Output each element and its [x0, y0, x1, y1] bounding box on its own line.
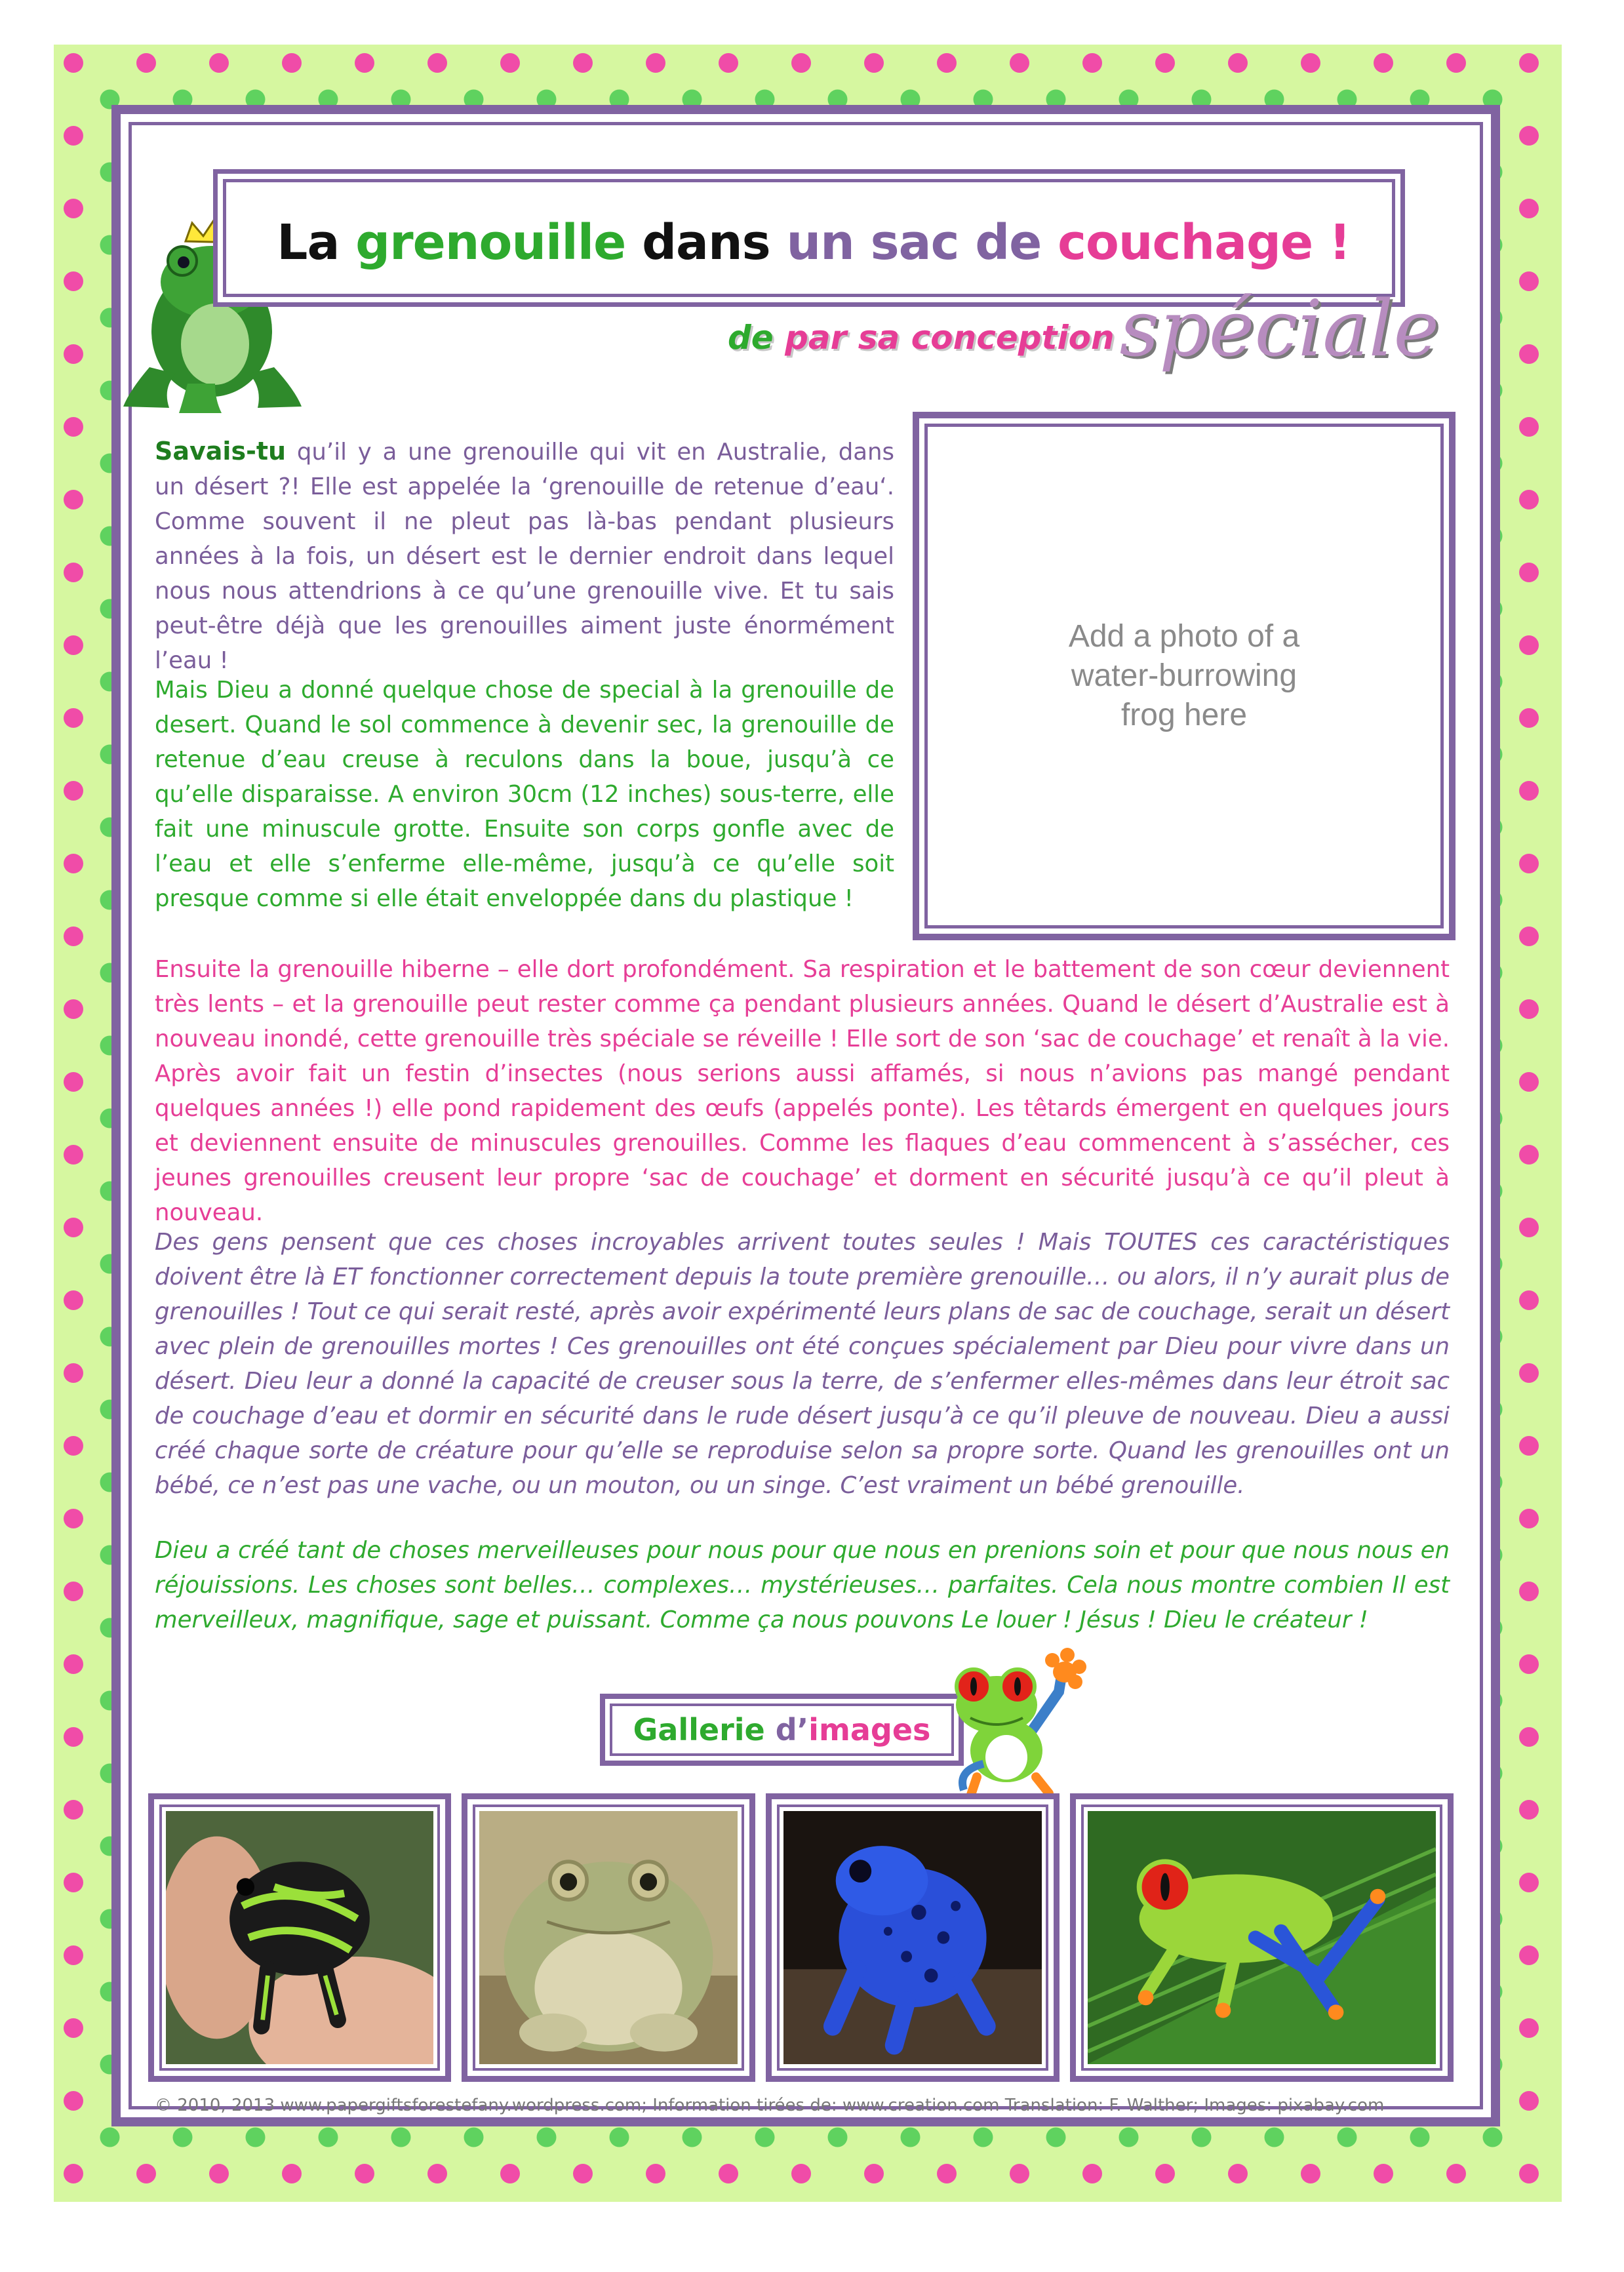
frog-photo-2 [479, 1811, 738, 2064]
polka-dot [1519, 1290, 1539, 1310]
polka-dot [282, 2164, 302, 2183]
polka-dot [246, 2128, 266, 2147]
paragraph-lead: Savais-tu [155, 437, 287, 466]
polka-dot [1374, 2164, 1393, 2183]
polka-dot [64, 2018, 83, 2038]
polka-dot [500, 2164, 520, 2183]
polka-dot [1337, 2128, 1357, 2147]
subtitle-big: spéciale [1119, 283, 1440, 374]
polka-dot [1301, 2164, 1320, 2183]
polka-dot [1519, 563, 1539, 582]
title-part-4: un sac de [786, 214, 1042, 271]
gallery-image-1[interactable] [148, 1793, 451, 2082]
photo-placeholder[interactable] [913, 412, 1456, 940]
gallery-word-1: Gallerie [633, 1712, 765, 1747]
polka-dot [64, 635, 83, 655]
polka-dot [319, 2128, 338, 2147]
gallery-image-2[interactable] [462, 1793, 755, 2082]
polka-dot [1446, 53, 1466, 73]
gallery-label-box [600, 1694, 964, 1766]
polka-dot [64, 854, 83, 873]
polka-dot [1155, 2164, 1175, 2183]
polka-dot [1519, 635, 1539, 655]
polka-dot [1519, 490, 1539, 509]
polka-dot [573, 2164, 593, 2183]
polka-dot [719, 53, 738, 73]
polka-dot [1519, 417, 1539, 437]
polka-dot [1519, 1873, 1539, 1892]
gallery-word-3: images [808, 1712, 931, 1747]
polka-dot [573, 53, 593, 73]
polka-dot [64, 271, 83, 291]
polka-dot [1155, 53, 1175, 73]
footer-credits: © 2010, 2013 www.papergiftsforestefany.wordpress.com; Information tirées de: www.creation.com Translation: F. Walther; Images: pixabay.com [155, 2096, 1385, 2115]
polka-dot [64, 2091, 83, 2111]
polka-dot [64, 417, 83, 437]
polka-dot [1519, 53, 1539, 73]
title-part-5: couchage ! [1058, 214, 1351, 271]
polka-dot [1265, 2128, 1284, 2147]
gallery-word-2: d’ [775, 1712, 809, 1747]
polka-dot [64, 126, 83, 146]
polka-dot [64, 708, 83, 728]
polka-dot [64, 1290, 83, 1310]
polka-dot [500, 53, 520, 73]
polka-dot [1010, 53, 1029, 73]
paragraph-intro-text: qu’il y a une grenouille qui vit en Australie, dans un désert ?! Elle est appelée la ‘grenouille de retenue d’eau‘. Comme souvent il ne pleut pas là-bas pendant plusieurs années à la fois, un désert est le dernier endroit dans lequel nous nous attendrions à ce qu’une grenouille vive. Et tu sais peut-être déjà que les grenouilles aiment juste énormément l’eau ! [155, 439, 894, 674]
polka-dot [64, 999, 83, 1019]
polka-dot [1082, 2164, 1102, 2183]
polka-dot [355, 53, 374, 73]
polka-dot [1119, 2128, 1139, 2147]
polka-dot [64, 1873, 83, 1892]
paragraph-intro [155, 434, 894, 678]
polka-dot [64, 199, 83, 218]
polka-dot [136, 53, 156, 73]
polka-dot [683, 2128, 702, 2147]
polka-dot [1519, 1072, 1539, 1092]
polka-dot [1046, 2128, 1066, 2147]
polka-dot [64, 563, 83, 582]
subtitle-phrase: par sa conception [785, 319, 1115, 357]
polka-dot [1519, 1654, 1539, 1674]
polka-dot [1519, 708, 1539, 728]
polka-dot [791, 2164, 811, 2183]
polka-dot [1483, 2128, 1503, 2147]
polka-dot [610, 2128, 629, 2147]
polka-dot [1519, 1436, 1539, 1456]
polka-dot [1519, 271, 1539, 291]
title-part-2: grenouille [355, 214, 626, 271]
subtitle-small [728, 319, 1115, 357]
paragraph-praise: Dieu a créé tant de choses merveilleuses pour nous pour que nous en prenions soin et pour que nous nous en réjouissions. Les choses sont belles… complexes… mystérieuses… parfaites. Cela nous montre combien Il est merveilleux, magnifique, sage et puissant. Comme ça nous pouvons Le louer ! Jésus ! Dieu le créateur ! [155, 1537, 1450, 1633]
polka-dot [1519, 999, 1539, 1019]
polka-dot [1519, 1727, 1539, 1747]
polka-dot [391, 2128, 411, 2147]
polka-dot [64, 1800, 83, 1820]
polka-dot [937, 2164, 957, 2183]
polka-dot [1446, 2164, 1466, 2183]
frog-photo-1 [166, 1811, 433, 2064]
gallery-label [633, 1712, 931, 1747]
title-part-3: dans [642, 214, 770, 271]
polka-dot [64, 927, 83, 946]
polka-dot [64, 1945, 83, 1965]
polka-dot [1519, 1945, 1539, 1965]
polka-dot [1228, 53, 1248, 73]
frog-photo-4 [1088, 1811, 1436, 2064]
polka-dot [937, 53, 957, 73]
polka-dot [64, 1145, 83, 1165]
waving-tree-frog-icon [944, 1646, 1095, 1810]
polka-dot [427, 2164, 447, 2183]
polka-dot [646, 53, 665, 73]
polka-dot [1519, 1582, 1539, 1601]
paragraph-hibernation: Ensuite la grenouille hiberne – elle dort profondément. Sa respiration et le battement de son cœur deviennent très lents – et la grenouille peut rester comme ça pendant plusieurs années. Quand le désert d’Australie est à nouveau inondé, cette grenouille très spéciale se réveille ! Elle sort de son ‘sac de couchage’ et renaît à la vie. Après avoir fait un festin d’insectes (nous serions aussi affamés, si nous n’avions pas mangé pendant quelques années !) elle pond rapidement des œufs (appelés ponte). Les têtards émergent en quelques jours et deviennent ensuite de minuscules grenouilles. Comme les flaques d’eau commencent à s’assécher, ces jeunes grenouilles creusent leur propre ‘sac de couchage’ et dorment en sécurité jusqu’à ce qu’il pleut à nouveau. [155, 956, 1450, 1226]
polka-dot [1519, 2018, 1539, 2038]
frog-photo-3 [783, 1811, 1042, 2064]
polka-dot [64, 53, 83, 73]
polka-dot [1228, 2164, 1248, 2183]
polka-dot [1410, 2128, 1430, 2147]
polka-dot [864, 2164, 884, 2183]
title-part-1: La [277, 214, 340, 271]
polka-dot [64, 1654, 83, 1674]
polka-dot [1010, 2164, 1029, 2183]
subtitle-word-de: de [728, 319, 774, 357]
polka-dot [1301, 53, 1320, 73]
polka-dot [1082, 53, 1102, 73]
polka-dot [1519, 1218, 1539, 1237]
polka-dot [1374, 53, 1393, 73]
polka-dot [464, 2128, 484, 2147]
polka-dot [64, 490, 83, 509]
polka-dot [1519, 199, 1539, 218]
polka-dot [1519, 2091, 1539, 2111]
polka-dot [1519, 126, 1539, 146]
polka-dot [1519, 1145, 1539, 1165]
polka-dot [791, 53, 811, 73]
gallery-image-3[interactable] [766, 1793, 1060, 2082]
polka-dot [901, 2128, 921, 2147]
polka-dot [173, 2128, 193, 2147]
polka-dot [719, 2164, 738, 2183]
polka-dot [974, 2128, 993, 2147]
polka-dot [864, 53, 884, 73]
subtitle [728, 283, 1440, 374]
polka-dot [209, 53, 229, 73]
polka-dot [427, 53, 447, 73]
paragraph-burrowing: Mais Dieu a donné quelque chose de special à la grenouille de desert. Quand le sol commence à devenir sec, la grenouille de retenue d’eau creuse à reculons dans la boue, jusqu’à ce qu’elle disparaisse. A environ 30cm (12 inches) sous-terre, elle fait une minuscule grotte. Ensuite son corps gonfle avec de l’eau et elle s’enferme elle-même, jusqu’à ce qu’elle soit presque comme si elle était enveloppée dans du plastique ! [155, 677, 894, 912]
polka-dot [1519, 1800, 1539, 1820]
polka-dot [1519, 2164, 1539, 2183]
polka-dot [1519, 1509, 1539, 1528]
polka-dot [537, 2128, 557, 2147]
polka-dot [64, 1218, 83, 1237]
polka-dot [1519, 854, 1539, 873]
polka-dot [64, 1582, 83, 1601]
photo-placeholder-text: Add a photo of a water-burrowing frog here [1068, 619, 1300, 732]
polka-dot [282, 53, 302, 73]
polka-dot [64, 344, 83, 364]
polka-dot [64, 1436, 83, 1456]
polka-dot [1519, 781, 1539, 801]
polka-dot [646, 2164, 665, 2183]
polka-dot [64, 1727, 83, 1747]
polka-dot [64, 1509, 83, 1528]
polka-dot [64, 1363, 83, 1383]
polka-dot [100, 2128, 120, 2147]
polka-dot [1192, 2128, 1212, 2147]
polka-dot [755, 2128, 775, 2147]
polka-dot [1519, 1363, 1539, 1383]
polka-dot [64, 1072, 83, 1092]
paragraph-design: Des gens pensent que ces choses incroyables arrivent toutes seules ! Mais TOUTES ces caractéristiques doivent être là ET fonctionner correctement depuis la toute première grenouille… ou alors, il n’y aurait plus de grenouilles ! Tout ce qui serait resté, après avoir expérimenté leurs plans de sac de couchage, serait un désert avec plein de grenouilles mortes ! Ces grenouilles ont été conçues spécialement par Dieu pour vivre dans un désert. Dieu leur a donné la capacité de creuser sous la terre, de s’enfermer elles-mêmes dans leur étroit sac de couchage d’eau et dormir en sécurité dans le rude désert jusqu’à ce qu’il pleuve de nouveau. Dieu a aussi créé chaque sorte de créature pour qu’elle se reproduise selon sa propre sorte. Quand les grenouilles ont un bébé, ce n’est pas une vache, ou un mouton, ou un singe. C’est vraiment un bébé grenouille. [155, 1229, 1450, 1499]
polka-dot [64, 781, 83, 801]
polka-dot [355, 2164, 374, 2183]
polka-dot [64, 2164, 83, 2183]
polka-dot [136, 2164, 156, 2183]
polka-dot [1519, 344, 1539, 364]
gallery-image-4[interactable] [1070, 1793, 1454, 2082]
polka-dot [1519, 927, 1539, 946]
polka-dot [828, 2128, 848, 2147]
polka-dot [209, 2164, 229, 2183]
